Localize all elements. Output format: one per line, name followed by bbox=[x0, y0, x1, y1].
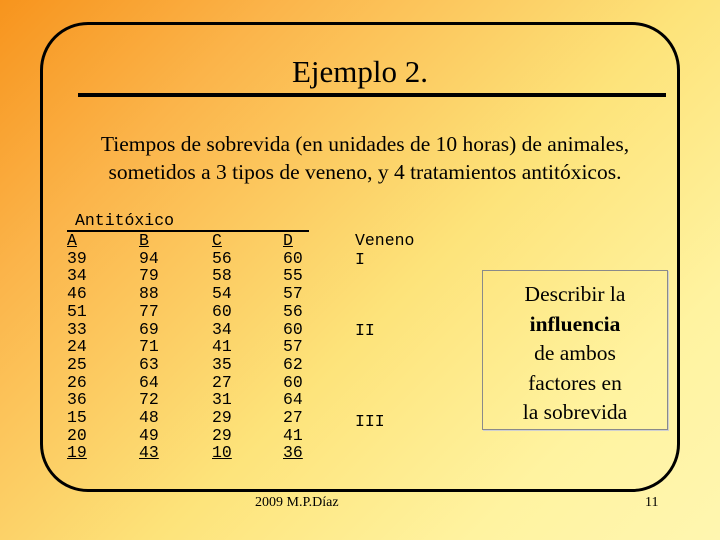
table-cell: 60 bbox=[283, 248, 303, 268]
table-cell: 64 bbox=[283, 390, 303, 410]
footer-author: 2009 M.P.Díaz bbox=[255, 495, 339, 510]
table-cell: 57 bbox=[283, 337, 303, 357]
table-cell: 57 bbox=[283, 284, 303, 304]
column-b bbox=[139, 232, 159, 462]
title-underline bbox=[78, 93, 666, 97]
table-cell: 71 bbox=[139, 337, 159, 357]
table-cell: 69 bbox=[139, 319, 159, 339]
veneno-level-iii: III bbox=[355, 412, 385, 431]
table-cell: 60 bbox=[283, 372, 303, 392]
table-cell: 33 bbox=[67, 319, 87, 339]
table-cell: 36 bbox=[67, 390, 87, 410]
table-cell: 88 bbox=[139, 284, 159, 304]
note-line: factores en bbox=[528, 370, 622, 395]
note-line: Describir la bbox=[524, 282, 626, 306]
note-line: de ambos bbox=[534, 341, 616, 365]
table-cell: 49 bbox=[139, 425, 159, 445]
note-line-bold: influencia bbox=[529, 311, 621, 336]
table-cell: 41 bbox=[283, 425, 303, 445]
table-cell: 56 bbox=[283, 301, 303, 321]
antitoxico-header bbox=[67, 212, 309, 232]
subtitle-line-2: sometidos a 3 tipos de veneno, y 4 tratamientos antitóxicos. bbox=[108, 160, 622, 184]
table-cell: 48 bbox=[139, 408, 159, 428]
table-cell: 60 bbox=[283, 319, 303, 339]
table-cell: 60 bbox=[212, 301, 232, 321]
table-cell: 26 bbox=[67, 372, 87, 392]
column-header-a: A bbox=[67, 231, 77, 250]
column-d bbox=[283, 232, 303, 462]
table-cell: 36 bbox=[283, 443, 303, 463]
table-cell: 55 bbox=[283, 266, 303, 286]
table-cell: 41 bbox=[212, 337, 232, 357]
table-cell: 34 bbox=[212, 319, 232, 339]
table-cell: 31 bbox=[212, 390, 232, 410]
table-cell: 54 bbox=[212, 284, 232, 304]
note-text bbox=[482, 280, 668, 428]
column-c bbox=[212, 232, 232, 462]
table-cell: 64 bbox=[139, 372, 159, 392]
page-number: 11 bbox=[645, 495, 659, 510]
table-cell: 58 bbox=[212, 266, 232, 286]
table-cell: 46 bbox=[67, 284, 87, 304]
table-cell: 56 bbox=[212, 248, 232, 268]
table-cell: 77 bbox=[139, 301, 159, 321]
table-cell: 94 bbox=[139, 248, 159, 268]
subtitle-line-1: Tiempos de sobrevida (en unidades de 10 horas) de animales, bbox=[100, 132, 630, 156]
table-cell: 72 bbox=[139, 390, 159, 410]
table-cell: 35 bbox=[212, 354, 232, 374]
column-header-b: B bbox=[139, 231, 149, 250]
table-cell: 62 bbox=[283, 354, 303, 374]
table-cell: 19 bbox=[67, 443, 87, 463]
table-cell: 15 bbox=[67, 408, 87, 428]
table-cell: 10 bbox=[212, 443, 232, 463]
slide-subtitle bbox=[60, 130, 670, 186]
table-cell: 43 bbox=[139, 443, 159, 463]
table-cell: 63 bbox=[139, 354, 159, 374]
table-cell: 29 bbox=[212, 425, 232, 445]
table-cell: 79 bbox=[139, 266, 159, 286]
table-cell: 25 bbox=[67, 354, 87, 374]
table-cell: 34 bbox=[67, 266, 87, 286]
table-cell: 24 bbox=[67, 337, 87, 357]
veneno-level-ii: II bbox=[355, 321, 375, 340]
table-cell: 27 bbox=[283, 408, 303, 428]
table-cell: 27 bbox=[212, 372, 232, 392]
column-header-d: D bbox=[283, 231, 293, 250]
table-cell: 20 bbox=[67, 425, 87, 445]
veneno-level-i: I bbox=[355, 250, 365, 269]
antitoxico-label: Antitóxico bbox=[75, 211, 175, 230]
table-cell: 39 bbox=[67, 248, 87, 268]
column-a bbox=[67, 232, 87, 462]
note-line: la sobrevida bbox=[522, 400, 628, 424]
table-cell: 29 bbox=[212, 408, 232, 428]
column-header-c: C bbox=[212, 231, 222, 250]
veneno-header: Veneno bbox=[355, 231, 415, 250]
slide-title: Ejemplo 2. bbox=[291, 54, 429, 89]
table-cell: 51 bbox=[67, 301, 87, 321]
